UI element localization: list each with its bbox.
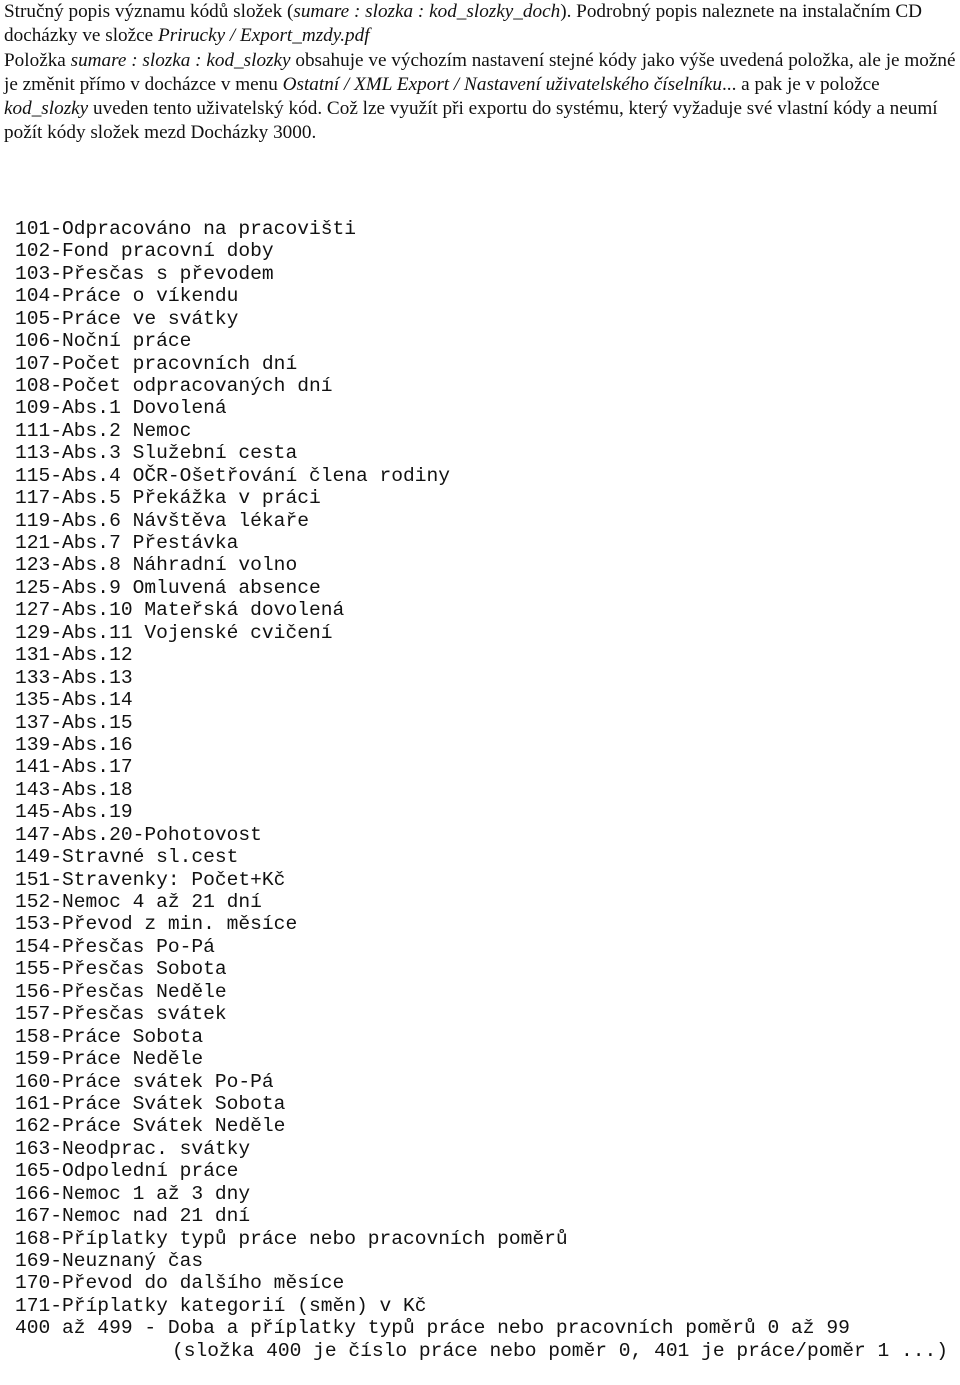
code-list-item: 131-Abs.12 [15, 644, 133, 667]
code-list-item: 106-Noční práce [15, 330, 192, 353]
intro-p2-menu-path: Ostatní / XML Export / Nastavení uživatelského číselníku [282, 73, 722, 95]
code-list-item: 156-Přesčas Neděle [15, 980, 227, 1003]
code-list-item: 151-Stravenky: Počet+Kč [15, 868, 286, 891]
code-list-item: 111-Abs.2 Nemoc [15, 419, 192, 442]
code-list-item: 168-Příplatky typů práce nebo pracovních poměrů [15, 1227, 568, 1250]
code-list-item: 162-Práce Svátek Neděle [15, 1115, 286, 1138]
intro-paragraph-1 [4, 0, 956, 49]
code-list-item: 117-Abs.5 Překážka v práci [15, 487, 321, 510]
code-list-item: 104-Práce o víkendu [15, 285, 239, 308]
intro-p1-text-a: Stručný popis významu kódů složek ( [4, 1, 294, 22]
code-list-item: 115-Abs.4 OČR-Ošetřování člena rodiny [15, 464, 451, 487]
code-list-item: 171-Příplatky kategorií (směn) v Kč [15, 1294, 427, 1317]
code-list-item: 123-Abs.8 Náhradní volno [15, 554, 298, 577]
intro-text [4, 0, 956, 146]
intro-paragraph-2 [4, 49, 956, 146]
code-list-item: 109-Abs.1 Dovolená [15, 397, 227, 420]
code-list-item: 113-Abs.3 Služební cesta [15, 442, 298, 465]
code-list-item: 127-Abs.10 Mateřská dovolená [15, 599, 345, 622]
code-list-item: 160-Práce svátek Po-Pá [15, 1070, 274, 1093]
code-list-item: 400 až 499 - Doba a příplatky typů práce nebo pracovních poměrů 0 až 99 [15, 1317, 850, 1340]
code-list-item: 157-Přesčas svátek [15, 1003, 227, 1026]
code-list-item: 119-Abs.6 Návštěva lékaře [15, 509, 309, 532]
code-list-item: 166-Nemoc 1 až 3 dny [15, 1182, 251, 1205]
code-list-item: 169-Neuznaný čas [15, 1250, 204, 1273]
code-list-item: 107-Počet pracovních dní [15, 352, 298, 375]
code-list-item: 105-Práce ve svátky [15, 307, 239, 330]
code-list-item: 145-Abs.19 [15, 801, 133, 824]
code-list-item: 149-Stravné sl.cest [15, 846, 239, 869]
code-list-item: 143-Abs.18 [15, 778, 133, 801]
code-list-item: 155-Přesčas Sobota [15, 958, 227, 981]
code-list-item: 133-Abs.13 [15, 666, 133, 689]
code-list-item: 125-Abs.9 Omluvená absence [15, 576, 321, 599]
code-list-item: 139-Abs.16 [15, 733, 133, 756]
code-list-item: 137-Abs.15 [15, 711, 133, 734]
intro-p2-path-kod: sumare : slozka : kod_slozky [70, 49, 291, 71]
code-list-item: 161-Práce Svátek Sobota [15, 1092, 286, 1115]
code-list-item: 102-Fond pracovní doby [15, 240, 274, 263]
intro-p2-text-a: Položka [4, 49, 71, 71]
code-list-item: 141-Abs.17 [15, 756, 133, 779]
code-list-item: 153-Převod z min. měsíce [15, 913, 298, 936]
code-list-item: 154-Přesčas Po-Pá [15, 935, 215, 958]
intro-p1-pdf-path: Prirucky / Export_mzdy.pdf [157, 25, 370, 47]
code-list-item: 129-Abs.11 Vojenské cvičení [15, 621, 333, 644]
code-list-item: 158-Práce Sobota [15, 1025, 204, 1048]
intro-p2-text-c: obsahuje ve výchozím nastavení stejné kódy jako výše uvedená položka, ale je možné je změnit přímo v docházce v menu [4, 49, 956, 95]
code-list-item: 170-Převod do dalšího měsíce [15, 1272, 345, 1295]
code-list-item: 165-Odpolední práce [15, 1160, 239, 1183]
intro-p2-text-g: uveden tento uživatelský kód. Což lze využít při exportu do systému, který vyžaduje své vlastní kódy a neumí požít kódy složek mezd Docházky 3000. [4, 98, 938, 144]
intro-p2-field-name: kod_slozky [4, 98, 89, 120]
code-list-item: 167-Nemoc nad 21 dní [15, 1205, 251, 1228]
intro-p1-path-doch: sumare : slozka : kod_slozky_doch [293, 1, 561, 22]
intro-p2-text-e: ... a pak je v položce [721, 73, 880, 95]
code-list-item: 108-Počet odpracovaných dní [15, 374, 333, 397]
code-list [15, 173, 955, 1385]
code-list-item: 135-Abs.14 [15, 689, 133, 712]
code-list-continuation: (složka 400 je číslo práce nebo poměr 0, 401 je práce/poměr 1 ...) [172, 1339, 949, 1362]
code-list-item: 101-Odpracováno na pracovišti [15, 217, 356, 240]
code-list-item: 121-Abs.7 Přestávka [15, 532, 239, 555]
code-list-item: 152-Nemoc 4 až 21 dní [15, 891, 262, 914]
code-list-item: 147-Abs.20-Pohotovost [15, 823, 262, 846]
code-list-item: 163-Neodprac. svátky [15, 1137, 251, 1160]
code-list-item: 159-Práce Neděle [15, 1048, 204, 1071]
intro-p1-text-c: ). Podrobný popis naleznete na instalačním CD docházky ve složce [4, 1, 923, 47]
code-list-item: 103-Přesčas s převodem [15, 262, 274, 285]
